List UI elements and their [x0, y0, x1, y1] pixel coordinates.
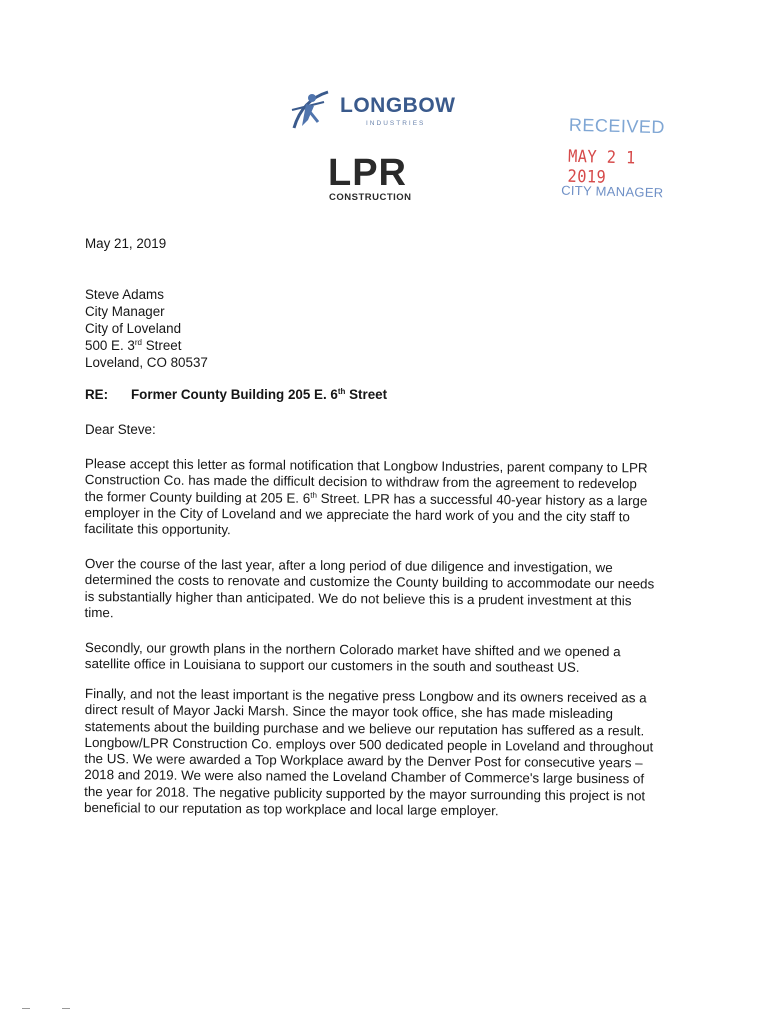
- paragraph-line: Finally, and not the least important is the negative press Longbow and its owners received as a: [84, 686, 647, 706]
- paragraph-line: 2018 and 2019. We were also named the Loveland Chamber of Commerce's large business of: [84, 767, 645, 787]
- paragraph-line: time.: [84, 604, 114, 621]
- paragraph-line: facilitate this opportunity.: [84, 521, 231, 538]
- paragraph-line: Longbow/LPR Construction Co. employs over 500 dedicated people in Loveland and throughout: [84, 734, 654, 755]
- recipient-address: [85, 287, 208, 372]
- paragraph-line: statements about the building purchase and we believe our reputation has suffered as a result.: [84, 718, 645, 738]
- paragraph-line: employer in the City of Loveland and we appreciate the hard work of you and the city staff to: [84, 504, 630, 525]
- paragraph-line: determined the costs to renovate and customize the County building to accommodate our needs: [84, 572, 655, 592]
- salutation: Dear Steve:: [85, 422, 156, 437]
- longbow-subtitle: INDUSTRIES: [366, 120, 426, 127]
- paragraph-line: the year for 2018. The negative publicity supported by the mayor surrounding this project is not: [84, 783, 646, 804]
- stamp-date: MAY 2 1 2019: [567, 146, 636, 188]
- lpr-mark: LPR: [328, 152, 407, 194]
- longbow-name: LONGBOW: [340, 94, 456, 117]
- scan-mark: [62, 1008, 70, 1009]
- lpr-subtitle: CONSTRUCTION: [329, 192, 412, 203]
- stamp-department: CITY MANAGER: [560, 182, 664, 201]
- paragraph-3: [85, 640, 685, 677]
- paragraph-line: direct result of Mayor Jacki Marsh. Since the mayor took office, she has made misleading: [84, 702, 614, 722]
- lpr-logo: [326, 154, 438, 204]
- paragraph-2: [84, 556, 684, 626]
- paragraph-line: the US. We were awarded a Top Workplace award by the Denver Post for consecutive years –: [84, 751, 643, 771]
- letter-date: May 21, 2019: [85, 236, 167, 251]
- paragraph-line: Over the course of the last year, after a long period of due diligence and investigation, we: [84, 556, 613, 576]
- paragraph-line: Secondly, our growth plans in the northern Colorado market have shifted and we opened a: [84, 640, 621, 660]
- longbow-logo: [288, 88, 468, 136]
- recipient-city: Loveland, CO 80537: [85, 355, 208, 370]
- paragraph-line: the former County building at 205 E. 6th Street. LPR has a successful 40-year history as a large: [84, 488, 648, 509]
- archer-icon: [288, 88, 334, 132]
- re-label: RE:: [85, 387, 109, 402]
- paragraph-line: Construction Co. has made the difficult decision to withdraw from the agreement to redevelop: [84, 472, 637, 492]
- paragraph-line: Please accept this letter as formal notification that Longbow Industries, parent company to LPR: [84, 456, 648, 476]
- re-subject: Former County Building 205 E. 6th Street: [131, 387, 388, 402]
- scan-mark: [22, 1008, 30, 1009]
- received-stamp: [555, 108, 678, 211]
- recipient-title: City Manager: [85, 304, 165, 319]
- subject-line: [85, 387, 387, 403]
- stamp-received: RECEIVED: [568, 114, 666, 138]
- recipient-street: 500 E. 3rd Street: [85, 338, 182, 353]
- recipient-name: Steve Adams: [85, 287, 164, 302]
- paragraph-1: [84, 456, 685, 542]
- paragraph-line: is substantially higher than anticipated. We do not believe this is a prudent investment at this: [84, 588, 632, 608]
- paragraph-4: [84, 686, 685, 821]
- recipient-org: City of Loveland: [85, 321, 182, 336]
- paragraph-line: beneficial to our reputation as top workplace and local large employer.: [83, 800, 499, 819]
- paragraph-line: satellite office in Louisiana to support our customers in the south and southeast US.: [84, 656, 580, 676]
